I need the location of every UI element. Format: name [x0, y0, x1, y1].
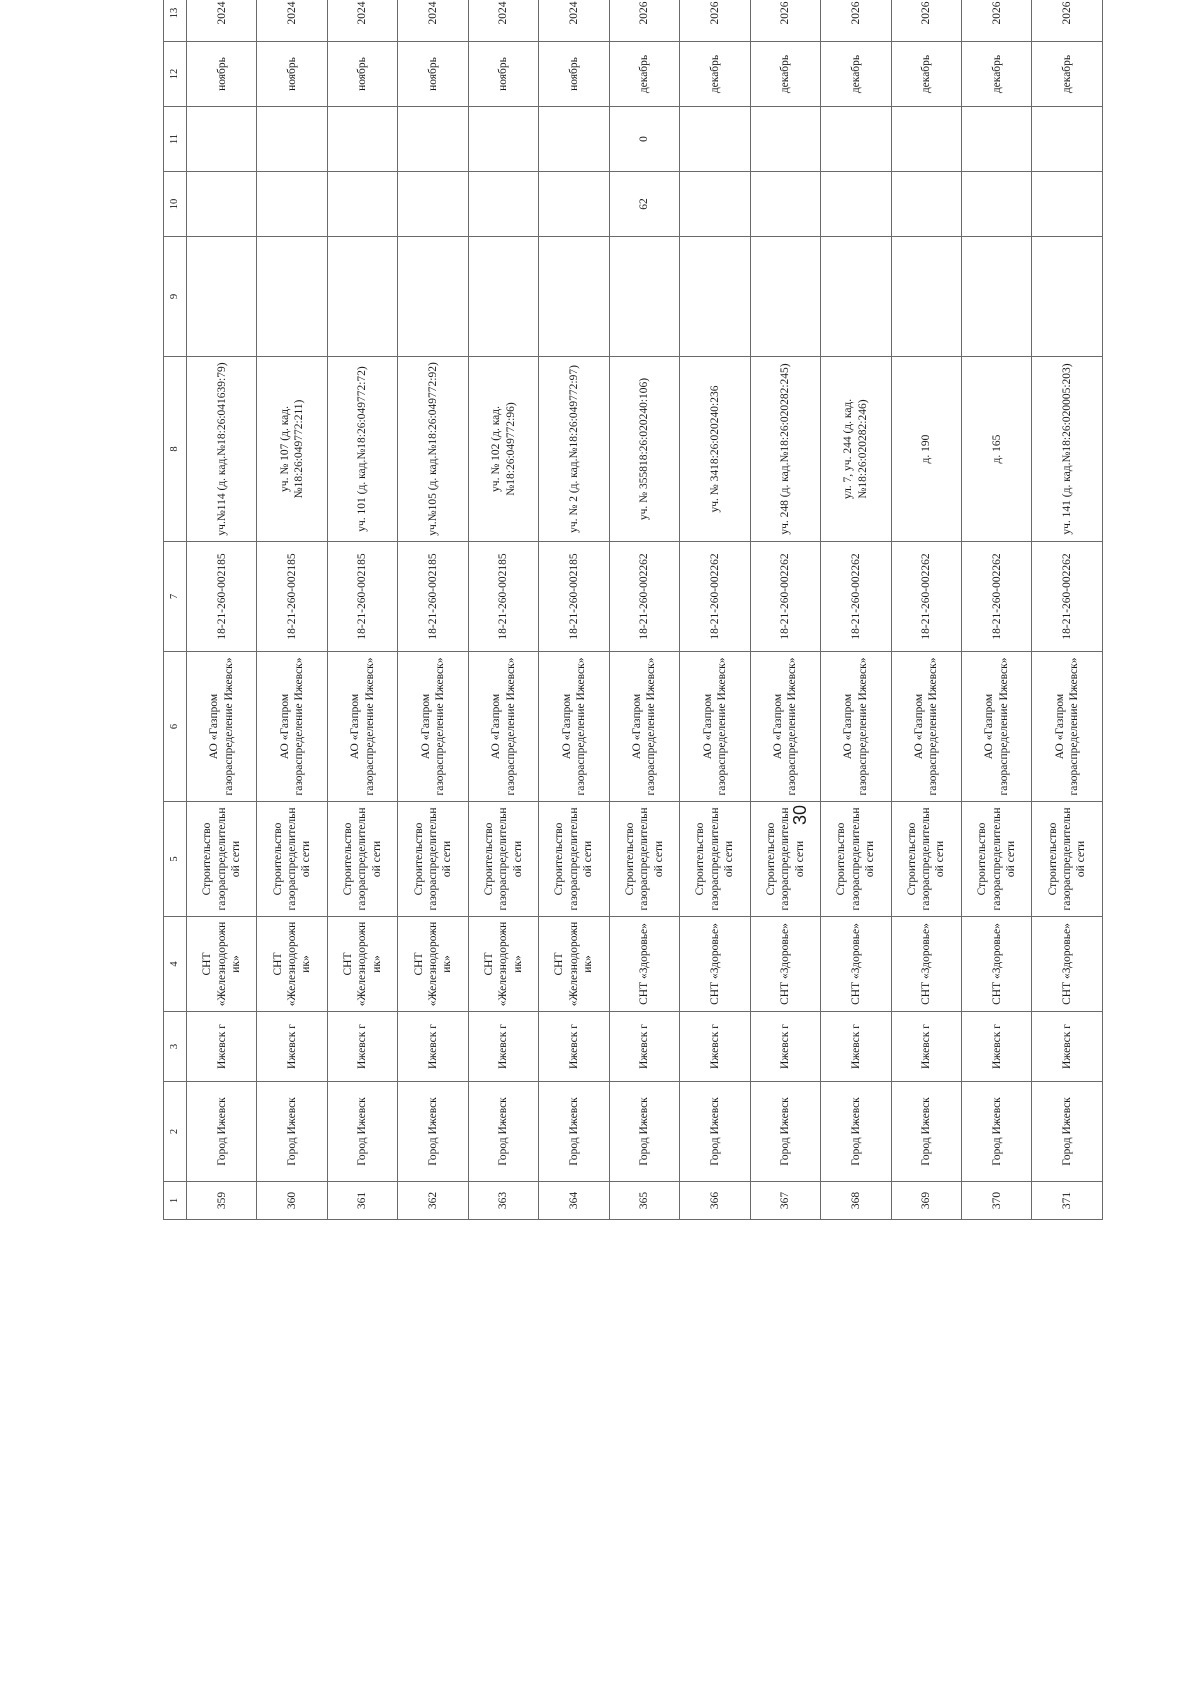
cell-c11: 0: [609, 107, 679, 172]
cell-c12: декабрь: [750, 42, 820, 107]
rotated-table-container: [163, 1, 1103, 1220]
cell-c3: Ижевск г: [750, 1012, 820, 1082]
cell-c4: СНТ «Здоровье»: [891, 917, 961, 1012]
page-number: 30: [790, 804, 810, 825]
cell-c9: [398, 237, 468, 357]
cell-c5: Строительство газораспределительной сети: [187, 802, 257, 917]
cell-c7: 18-21-260-002185: [187, 542, 257, 652]
cell-c7: 18-21-260-002185: [539, 542, 609, 652]
cell-c8: уч. 141 (д. кад.№18:26:020005:203): [1032, 357, 1103, 542]
cell-c1: 365: [609, 1182, 679, 1220]
cell-c10: [750, 172, 820, 237]
cell-c5: Строительство газораспределительной сети: [750, 802, 820, 917]
table-row: [750, 0, 820, 1220]
cell-c10: [187, 172, 257, 237]
column-number-7: 7: [164, 542, 187, 652]
cell-c2: Город Ижевск: [891, 1082, 961, 1182]
cell-c8: уч. 101 (д. кад.№18:26:049772:72): [327, 357, 397, 542]
cell-c3: Ижевск г: [257, 1012, 327, 1082]
cell-c5: Строительство газораспределительной сети: [1032, 802, 1103, 917]
cell-c9: [821, 237, 891, 357]
cell-c10: 62: [609, 172, 679, 237]
cell-c4: СНТ «Железнодорожник»: [398, 917, 468, 1012]
cell-c8: ул. 7, уч. 244 (д. кад.№18:26:020282:246): [821, 357, 891, 542]
cell-c1: 371: [1032, 1182, 1103, 1220]
cell-c1: 367: [750, 1182, 820, 1220]
cell-c4: СНТ «Железнодорожник»: [257, 917, 327, 1012]
cell-c5: Строительство газораспределительной сети: [327, 802, 397, 917]
cell-c11: [821, 107, 891, 172]
cell-c2: Город Ижевск: [398, 1082, 468, 1182]
column-number-10: 10: [164, 172, 187, 237]
cell-c11: [680, 107, 750, 172]
column-number-2: 2: [164, 1082, 187, 1182]
cell-c12: ноябрь: [187, 42, 257, 107]
cell-c1: 364: [539, 1182, 609, 1220]
cell-c3: Ижевск г: [891, 1012, 961, 1082]
cell-c1: 369: [891, 1182, 961, 1220]
cell-c6: АО «Газпром газораспределение Ижевск»: [327, 652, 397, 802]
cell-c10: [468, 172, 538, 237]
cell-c6: АО «Газпром газораспределение Ижевск»: [680, 652, 750, 802]
cell-c7: 18-21-260-002262: [680, 542, 750, 652]
cell-c4: СНТ «Здоровье»: [750, 917, 820, 1012]
column-number-row: [164, 0, 187, 1220]
cell-c8: д. 165: [961, 357, 1031, 542]
cell-c6: АО «Газпром газораспределение Ижевск»: [187, 652, 257, 802]
table-row: [609, 0, 679, 1220]
table-row: [187, 0, 257, 1220]
table-row: [468, 0, 538, 1220]
cell-c9: [327, 237, 397, 357]
cell-c7: 18-21-260-002185: [327, 542, 397, 652]
cell-c4: СНТ «Железнодорожник»: [468, 917, 538, 1012]
cell-c12: ноябрь: [468, 42, 538, 107]
cell-c10: [891, 172, 961, 237]
cell-c12: декабрь: [961, 42, 1031, 107]
cell-c2: Город Ижевск: [821, 1082, 891, 1182]
cell-c11: [539, 107, 609, 172]
cell-c6: АО «Газпром газораспределение Ижевск»: [891, 652, 961, 802]
column-number-4: 4: [164, 917, 187, 1012]
cell-c13: 2024: [327, 0, 397, 42]
cell-c12: ноябрь: [257, 42, 327, 107]
cell-c9: [891, 237, 961, 357]
cell-c2: Город Ижевск: [680, 1082, 750, 1182]
cell-c12: декабрь: [1032, 42, 1103, 107]
cell-c6: АО «Газпром газораспределение Ижевск»: [609, 652, 679, 802]
cell-c13: 2026: [821, 0, 891, 42]
cell-c6: АО «Газпром газораспределение Ижевск»: [1032, 652, 1103, 802]
column-number-12: 12: [164, 42, 187, 107]
cell-c13: 2026: [891, 0, 961, 42]
cell-c10: [680, 172, 750, 237]
table-row: [257, 0, 327, 1220]
cell-c6: АО «Газпром газораспределение Ижевск»: [468, 652, 538, 802]
cell-c1: 360: [257, 1182, 327, 1220]
cell-c7: 18-21-260-002185: [257, 542, 327, 652]
cell-c9: [257, 237, 327, 357]
cell-c8: д. 190: [891, 357, 961, 542]
cell-c10: [327, 172, 397, 237]
cell-c5: Строительство газораспределительной сети: [468, 802, 538, 917]
cell-c1: 370: [961, 1182, 1031, 1220]
cell-c3: Ижевск г: [539, 1012, 609, 1082]
cell-c6: АО «Газпром газораспределение Ижевск»: [821, 652, 891, 802]
cell-c13: 2026: [680, 0, 750, 42]
cell-c3: Ижевск г: [609, 1012, 679, 1082]
cell-c1: 366: [680, 1182, 750, 1220]
cell-c2: Город Ижевск: [187, 1082, 257, 1182]
cell-c9: [680, 237, 750, 357]
cell-c11: [961, 107, 1031, 172]
cell-c10: [257, 172, 327, 237]
cell-c10: [1032, 172, 1103, 237]
table-row: [398, 0, 468, 1220]
cell-c10: [961, 172, 1031, 237]
cell-c11: [187, 107, 257, 172]
cell-c13: 2024: [539, 0, 609, 42]
cell-c5: Строительство газораспределительной сети: [961, 802, 1031, 917]
cell-c12: ноябрь: [327, 42, 397, 107]
table-body: [187, 0, 1103, 1220]
cell-c9: [1032, 237, 1103, 357]
cell-c6: АО «Газпром газораспределение Ижевск»: [398, 652, 468, 802]
cell-c11: [468, 107, 538, 172]
cell-c11: [750, 107, 820, 172]
cell-c4: СНТ «Здоровье»: [680, 917, 750, 1012]
cell-c2: Город Ижевск: [1032, 1082, 1103, 1182]
cell-c2: Город Ижевск: [609, 1082, 679, 1182]
cell-c1: 359: [187, 1182, 257, 1220]
cell-c7: 18-21-260-002185: [398, 542, 468, 652]
cell-c3: Ижевск г: [961, 1012, 1031, 1082]
cell-c10: [821, 172, 891, 237]
cell-c12: декабрь: [821, 42, 891, 107]
cell-c8: уч. № 3418:26:020240:236: [680, 357, 750, 542]
cell-c12: декабрь: [609, 42, 679, 107]
table-row: [821, 0, 891, 1220]
column-number-8: 8: [164, 357, 187, 542]
column-number-6: 6: [164, 652, 187, 802]
cell-c13: 2026: [609, 0, 679, 42]
cell-c11: [1032, 107, 1103, 172]
cell-c7: 18-21-260-002262: [1032, 542, 1103, 652]
cell-c5: Строительство газораспределительной сети: [680, 802, 750, 917]
column-number-11: 11: [164, 107, 187, 172]
cell-c9: [539, 237, 609, 357]
cell-c9: [468, 237, 538, 357]
gas-network-table: [163, 0, 1103, 1220]
cell-c3: Ижевск г: [821, 1012, 891, 1082]
cell-c2: Город Ижевск: [750, 1082, 820, 1182]
cell-c12: ноябрь: [398, 42, 468, 107]
cell-c8: уч. 248 (д. кад.№18:26:020282:245): [750, 357, 820, 542]
cell-c2: Город Ижевск: [257, 1082, 327, 1182]
cell-c7: 18-21-260-002185: [468, 542, 538, 652]
cell-c1: 361: [327, 1182, 397, 1220]
cell-c3: Ижевск г: [327, 1012, 397, 1082]
cell-c6: АО «Газпром газораспределение Ижевск»: [750, 652, 820, 802]
cell-c5: Строительство газораспределительной сети: [398, 802, 468, 917]
cell-c11: [891, 107, 961, 172]
cell-c1: 363: [468, 1182, 538, 1220]
cell-c1: 368: [821, 1182, 891, 1220]
cell-c12: декабрь: [680, 42, 750, 107]
cell-c5: Строительство газораспределительной сети: [891, 802, 961, 917]
cell-c3: Ижевск г: [1032, 1012, 1103, 1082]
cell-c11: [398, 107, 468, 172]
cell-c13: 2024: [187, 0, 257, 42]
cell-c13: 2026: [1032, 0, 1103, 42]
cell-c3: Ижевск г: [187, 1012, 257, 1082]
cell-c4: СНТ «Железнодорожник»: [187, 917, 257, 1012]
cell-c2: Город Ижевск: [327, 1082, 397, 1182]
cell-c12: декабрь: [891, 42, 961, 107]
cell-c12: ноябрь: [539, 42, 609, 107]
cell-c5: Строительство газораспределительной сети: [609, 802, 679, 917]
cell-c7: 18-21-260-002262: [609, 542, 679, 652]
cell-c6: АО «Газпром газораспределение Ижевск»: [539, 652, 609, 802]
column-number-9: 9: [164, 237, 187, 357]
cell-c5: Строительство газораспределительной сети: [821, 802, 891, 917]
cell-c11: [327, 107, 397, 172]
cell-c10: [398, 172, 468, 237]
cell-c7: 18-21-260-002262: [821, 542, 891, 652]
cell-c7: 18-21-260-002262: [961, 542, 1031, 652]
column-number-5: 5: [164, 802, 187, 917]
cell-c3: Ижевск г: [398, 1012, 468, 1082]
cell-c2: Город Ижевск: [539, 1082, 609, 1182]
cell-c3: Ижевск г: [468, 1012, 538, 1082]
cell-c4: СНТ «Здоровье»: [1032, 917, 1103, 1012]
cell-c13: 2024: [257, 0, 327, 42]
cell-c6: АО «Газпром газораспределение Ижевск»: [257, 652, 327, 802]
cell-c13: 2024: [398, 0, 468, 42]
cell-c3: Ижевск г: [680, 1012, 750, 1082]
cell-c7: 18-21-260-002262: [891, 542, 961, 652]
cell-c8: уч. № 107 (д. кад.№18:26:049772:211): [257, 357, 327, 542]
cell-c8: уч. № 355818:26:020240:106): [609, 357, 679, 542]
table-row: [327, 0, 397, 1220]
cell-c4: СНТ «Здоровье»: [961, 917, 1031, 1012]
cell-c10: [539, 172, 609, 237]
cell-c2: Город Ижевск: [468, 1082, 538, 1182]
cell-c1: 362: [398, 1182, 468, 1220]
cell-c8: уч.№105 (д. кад.№18:26:049772:92): [398, 357, 468, 542]
cell-c8: уч. № 102 (д. кад.№18:26:049772:96): [468, 357, 538, 542]
table-row: [1032, 0, 1103, 1220]
column-number-1: 1: [164, 1182, 187, 1220]
cell-c2: Город Ижевск: [961, 1082, 1031, 1182]
cell-c6: АО «Газпром газораспределение Ижевск»: [961, 652, 1031, 802]
cell-c4: СНТ «Здоровье»: [821, 917, 891, 1012]
cell-c4: СНТ «Железнодорожник»: [539, 917, 609, 1012]
cell-c4: СНТ «Железнодорожник»: [327, 917, 397, 1012]
cell-c9: [961, 237, 1031, 357]
cell-c13: 2024: [468, 0, 538, 42]
cell-c7: 18-21-260-002262: [750, 542, 820, 652]
cell-c13: 2026: [750, 0, 820, 42]
column-number-3: 3: [164, 1012, 187, 1082]
cell-c11: [257, 107, 327, 172]
table-row: [961, 0, 1031, 1220]
column-number-13: 13: [164, 0, 187, 42]
cell-c8: уч.№114 (д. кад.№18:26:041639:79): [187, 357, 257, 542]
cell-c4: СНТ «Здоровье»: [609, 917, 679, 1012]
cell-c9: [750, 237, 820, 357]
table-row: [539, 0, 609, 1220]
cell-c5: Строительство газораспределительной сети: [539, 802, 609, 917]
cell-c9: [609, 237, 679, 357]
cell-c5: Строительство газораспределительной сети: [257, 802, 327, 917]
table-row: [891, 0, 961, 1220]
table-row: [680, 0, 750, 1220]
cell-c13: 2026: [961, 0, 1031, 42]
cell-c9: [187, 237, 257, 357]
cell-c8: уч. № 2 (д. кад.№18:26:049772:97): [539, 357, 609, 542]
